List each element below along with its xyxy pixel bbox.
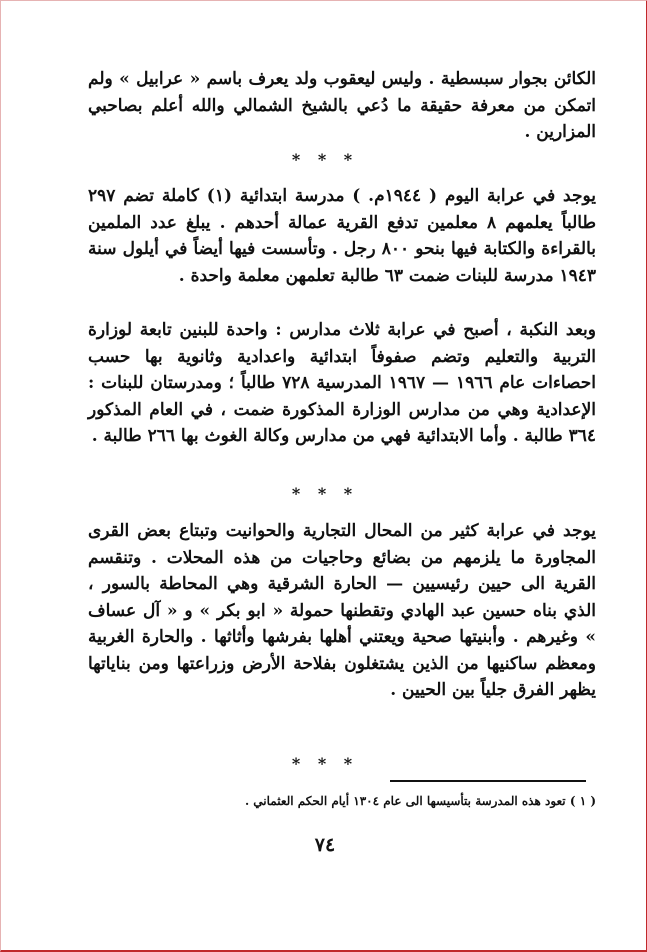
section-separator-3: * * * — [291, 754, 359, 773]
paragraph-4: يوجد في عرابة كثير من المحال التجارية والحوانيت وتبتاع بعض القرى المجاورة ما يلزمهم من بضائع وحاجيات من هذه المحلات . وتنقسم القرية الى حيين رئيسيين — الحارة الشرقية وهي المحاطة بالسور ، الذي بناه حسين عبد الهادي وتقطنها حمولة « ابو بكر » و « آل عساف » وغيرهم . وأبنيتها صحية ويعتني أهلها بفرشها وأثاثها . والحارة الغربية ومعظم ساكنيها من الذين يشتغلون بفلاحة الأرض وزراعتها ومن بناياتها يظهر الفرق جلياً بين الحيين . — [88, 521, 596, 700]
section-separator-2: * * * — [291, 484, 359, 503]
section-separator-1: * * * — [291, 150, 359, 169]
paragraph-3: وبعد النكبة ، أصبح في عرابة ثلاث مدارس : واحدة للبنين تابعة لوزارة التربية والتعليم وتضم صفوفاً ابتدائية واعدادية وثانوية بها حسب احصاءات عام ١٩٦٦ — ١٩٦٧ المدرسية ٧٢٨ طالباً ؛ ومدرستان للبنات : الإعدادية وهي من مدارس الوزارة المذكورة ضمت ، في العام المذكور ٣٦٤ طالبة . وأما الابتدائية فهي من مدارس وكالة الغوث بها ٢٦٦ طالبة . — [88, 320, 596, 446]
page-number: ٧٤ — [314, 834, 336, 856]
paragraph-1: الكائن بجوار سبسطية . وليس ليعقوب ولد يعرف باسم « عرابيل » ولم اتمكن من معرفة حقيقة ما دُعي بالشيخ الشمالي والله أعلم بصاحبي المزارين . — [88, 69, 596, 142]
footnote-divider — [390, 780, 586, 782]
footnote: ( ١ ) تعود هذه المدرسة بتأسيسها الى عام ١٣٠٤ أيام الحكم العثماني . — [244, 794, 596, 808]
paragraph-2: يوجد في عرابة اليوم ( ١٩٤٤م. ) مدرسة ابتدائية (١) كاملة تضم ٢٩٧ طالباً يعلمهم ٨ معلمين تدفع القرية عمالة أحدهم . يبلغ عدد الملمين بالقراءة والكتابة فيها بنحو ٨٠٠ رجل . وتأسست فيها أيضاً في أيلول سنة ١٩٤٣ مدرسة للبنات ضمت ٦٣ طالبة تعلمهن معلمة واحدة . — [88, 186, 597, 286]
